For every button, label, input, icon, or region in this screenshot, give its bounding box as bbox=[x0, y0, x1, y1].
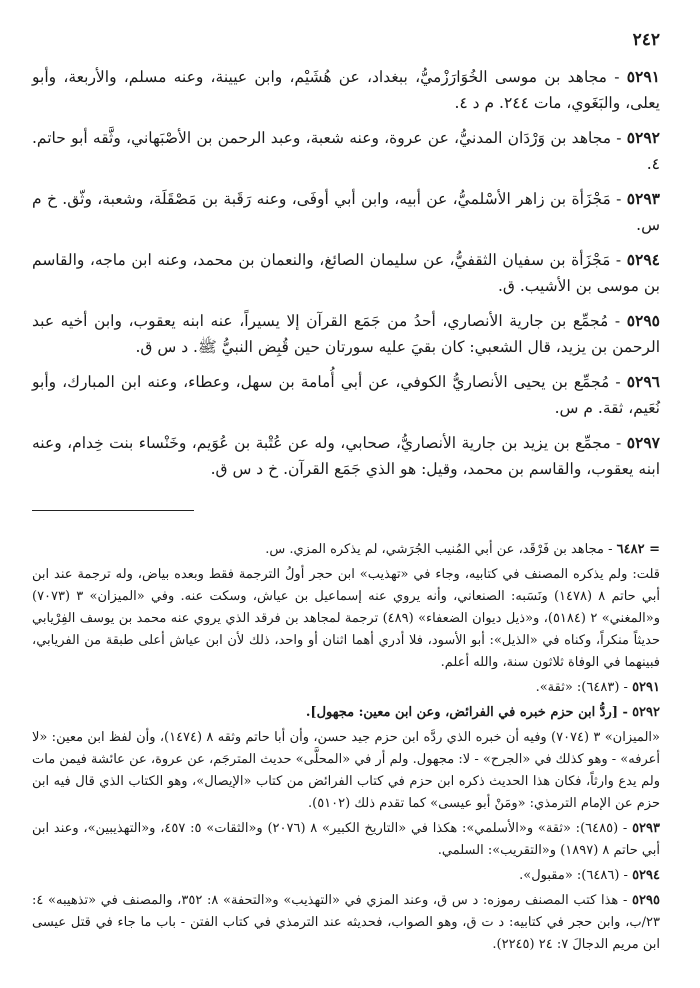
entry-5296: ٥٢٩٦ - مُجمِّع بن يحيى الأنصاريُّ الكوفي، عن أبي أُمامة بن سهل، وعطاء، وعنه ابن المبارك، وأبو نُعَيم، ثقة. م س. bbox=[32, 372, 660, 417]
note-text: - (٦٤٨٦): «مقبول». bbox=[519, 868, 628, 883]
entry-text: مجاهد بن وَرْدَان المدنيُّ، عن عروة، وعنه شعبة، وعبد الرحمن بن الأصْبَهاني، وثَّقه أبو حاتم. ٤. bbox=[32, 129, 660, 173]
note-text: - (٦٤٨٥): «ثقة» و«الأسلمي»: هكذا في «التاريخ الكبير» ٨ (٢٠٧٦) و«الثقات» ٥: ٤٥٧، و«التهذيبين»، وعند ابن أبي حاتم ٨ (١٨٩٧) و«التقريب»: السلمي. bbox=[32, 821, 660, 858]
page-number: ٢٤٢ bbox=[632, 30, 660, 50]
footnote-separator bbox=[32, 510, 194, 511]
entry-5294: ٥٢٩٤ - مَجْزَأة بن سفيان الثقفيُّ، عن سليمان الصائغ، والنعمان بن محمد، وعنه ابن ماجه، والقاسم بن موسى بن الأشيب. ق. bbox=[32, 250, 660, 295]
note-text: قلت: ولم يذكره المصنف في كتابيه، وجاء في «تهذيب» ابن حجر أولُ الترجمة فقط وبعده بياض، وله ترجمة عند ابن أبي حاتم ٨ (١٤٧٨) ونَسَبه: الصنعاني، وأنه يروي عنه إسماعيل بن عياش، وسكت عنه. وفي «الميزان» ٣ (٧٠٧٣) و«المغني» ٢ (٥١٨٤)، و«ذيل ديوان الضعفاء» (٤٨٩) ترجمة لمجاهد بن فرقد الذي يروي عنه محمد بن يوسف الفِرْيابي حديثاً منكراً، وكناه في «الذيل»: أبو الأسود، فلا أدري أهما اثنان أو واحد، ذلك لأن ابن عياش أعلى طبقة من الفريابي، فبينهما في الوفاة ثلاثون سنة، والله أعلم. bbox=[32, 567, 661, 670]
entry-number: ٥٢٩٣ bbox=[626, 189, 661, 208]
note-5292 bbox=[32, 702, 660, 724]
entry-5292: ٥٢٩٢ - مجاهد بن وَرْدَان المدنيُّ، عن عروة، وعنه شعبة، وعبد الرحمن بن الأصْبَهاني، وثَّقه أبو حاتم. ٤. bbox=[32, 128, 660, 173]
note-number: ٥٢٩١ bbox=[632, 680, 660, 695]
note-number: ٥٢٩٣ bbox=[632, 821, 660, 836]
note-text: مجاهد بن فَرْقَد، عن أبي المُنيب الجُرَشي، لم يذكره المزي. س. bbox=[265, 542, 604, 557]
note-number: = ٦٤٨٢ bbox=[616, 542, 660, 557]
note-text: - (٦٤٨٣): «ثقة». bbox=[535, 680, 628, 695]
main-text bbox=[32, 64, 660, 482]
entry-number: ٥٢٩٤ bbox=[626, 250, 660, 269]
entry-number: ٥٢٩٦ bbox=[626, 372, 660, 391]
note-number: ٥٢٩٤ bbox=[632, 868, 660, 883]
entry-number: ٥٢٩٢ bbox=[626, 128, 660, 147]
note-5293 bbox=[32, 818, 660, 862]
entry-text: مُجمِّع بن جارية الأنصاري، أحدُ من جَمَع القرآن إلا يسيراً، عنه ابنه يعقوب، وابن أخيه عبد الرحمن بن يزيد، قال الشعبي: كان بقيَ عليه سورتان حين قُبِض النبيُّ ﷺ. د س ق. bbox=[32, 312, 660, 356]
entry-text: مجمِّع بن يزيد بن جارية الأنصاريُّ، صحابي، وله عن عُتْبة بن عُوَيم، وخَنْساء بنت خِدام، وعنه ابنه يعقوب، والقاسم بن محمد، وقيل: هو الذي جَمَع القرآن. خ د س ق. bbox=[32, 434, 660, 478]
entry-5293: ٥٢٩٣ - مَجْزَأة بن زاهر الأسْلميُّ، عن أبيه، وابن أبي أوفَى، وعنه رَقَبة بن مَصْقَلَة، وشعبة، وثّق. خ م س. bbox=[32, 189, 661, 234]
entry-5291: ٥٢٩١ - مجاهد بن موسى الخُوَارَزْميُّ، ببغداد، عن هُشَيْم، وابن عيينة، وعنه مسلم، والأربعة، وأبو يعلى، والبَغَوي، مات ٢٤٤. م د ٤. bbox=[32, 67, 660, 112]
entry-text: مجاهد بن موسى الخُوَارَزْميُّ، ببغداد، عن هُشَيْم، وابن عيينة، وعنه مسلم، والأربعة، وأبو يعلى، والبَغَوي، مات ٢٤٤. م د ٤. bbox=[32, 68, 660, 112]
note-6482: = ٦٤٨٢ - مجاهد بن فَرْقَد، عن أبي المُنيب الجُرَشي، لم يذكره المزي. س. bbox=[265, 542, 660, 557]
note-text: - هذا كتب المصنف رموزه: د س ق، وعند المزي في «التهذيب» و«التحفة» ٨: ٣٥٢، والمصنف في «تذهيبه» ٤: ٢٣/ب، وابن حجر في كتابيه: د ت ق، وهو الصواب، فحديثه عند الترمذي في كتاب الفتن - باب ما جاء في قتل عيسى ابن مريم الدجالَ ٧: ٢٤ (٢٢٤٥). bbox=[32, 893, 660, 952]
note-text: «الميزان» ٣ (٧٠٧٤) وفيه أن خبره الذي ردَّه ابن حزم جيد حسن، وأن أبا حاتم وثقه ٨ (١٤٧٤)، وأن لفظ ابن معين: «لا أعرفه» - وهو كذلك في «الجرح» - لا: مجهول. ولم أر في «المحلَّى» حديث المترجَم، عن عروة، عن عائشة فيمن مات ولم يدع وارثاً، فكان هذا الحديث ذكره ابن حزم في كتاب الفرائض من كتاب «الإيصال»، وهو الكتاب الذي قال فيه ابن حزم عن الإمام الترمذي: «ومَنْ أبو عيسى» كما تقدم ذلك (٥١٠٢). bbox=[32, 730, 660, 811]
note-comment bbox=[32, 564, 660, 674]
entry-text: مُجمِّع بن يحيى الأنصاريُّ الكوفي، عن أبي أُمامة بن سهل، وعطاء، وعنه ابن المبارك، وأبو نُعَيم، ثقة. م س. bbox=[32, 373, 660, 417]
entry-text: مَجْزَأة بن سفيان الثقفيُّ، عن سليمان الصائغ، والنعمان بن محمد، وعنه ابن ماجه، والقاسم بن موسى بن الأشيب. ق. bbox=[32, 251, 660, 295]
note-text: - [ردُّ ابن حزم خبره في الفرائض، وعن ابن معين: مجهول]. bbox=[305, 705, 628, 720]
entry-number: ٥٢٩٥ bbox=[626, 311, 660, 330]
note-5294 bbox=[32, 865, 660, 887]
entry-5295: ٥٢٩٥ - مُجمِّع بن جارية الأنصاري، أحدُ من جَمَع القرآن إلا يسيراً، عنه ابنه يعقوب، وابن أخيه عبد الرحمن بن يزيد، قال الشعبي: كان بقيَ عليه سورتان حين قُبِض النبيُّ ﷺ. د س ق. bbox=[32, 311, 660, 356]
note-number: ٥٢٩٢ bbox=[632, 705, 660, 720]
entry-5297: ٥٢٩٧ - مجمِّع بن يزيد بن جارية الأنصاريُّ، صحابي، وله عن عُتْبة بن عُوَيم، وخَنْساء بنت خِدام، وعنه ابنه يعقوب، والقاسم بن محمد، وقيل: هو الذي جَمَع القرآن. خ د س ق. bbox=[32, 433, 660, 478]
note-5292-detail bbox=[32, 727, 660, 815]
note-number: ٥٢٩٥ bbox=[632, 893, 660, 908]
entry-number: ٥٢٩٧ bbox=[626, 433, 660, 452]
footnotes bbox=[32, 539, 660, 956]
note-5291 bbox=[32, 677, 660, 699]
note-5295 bbox=[32, 890, 660, 956]
entry-number: ٥٢٩١ bbox=[626, 67, 660, 86]
entry-text: مَجْزَأة بن زاهر الأسْلميُّ، عن أبيه، وابن أبي أوفَى، وعنه رَقَبة بن مَصْقَلَة، وشعبة، وثّق. خ م س. bbox=[32, 190, 660, 234]
